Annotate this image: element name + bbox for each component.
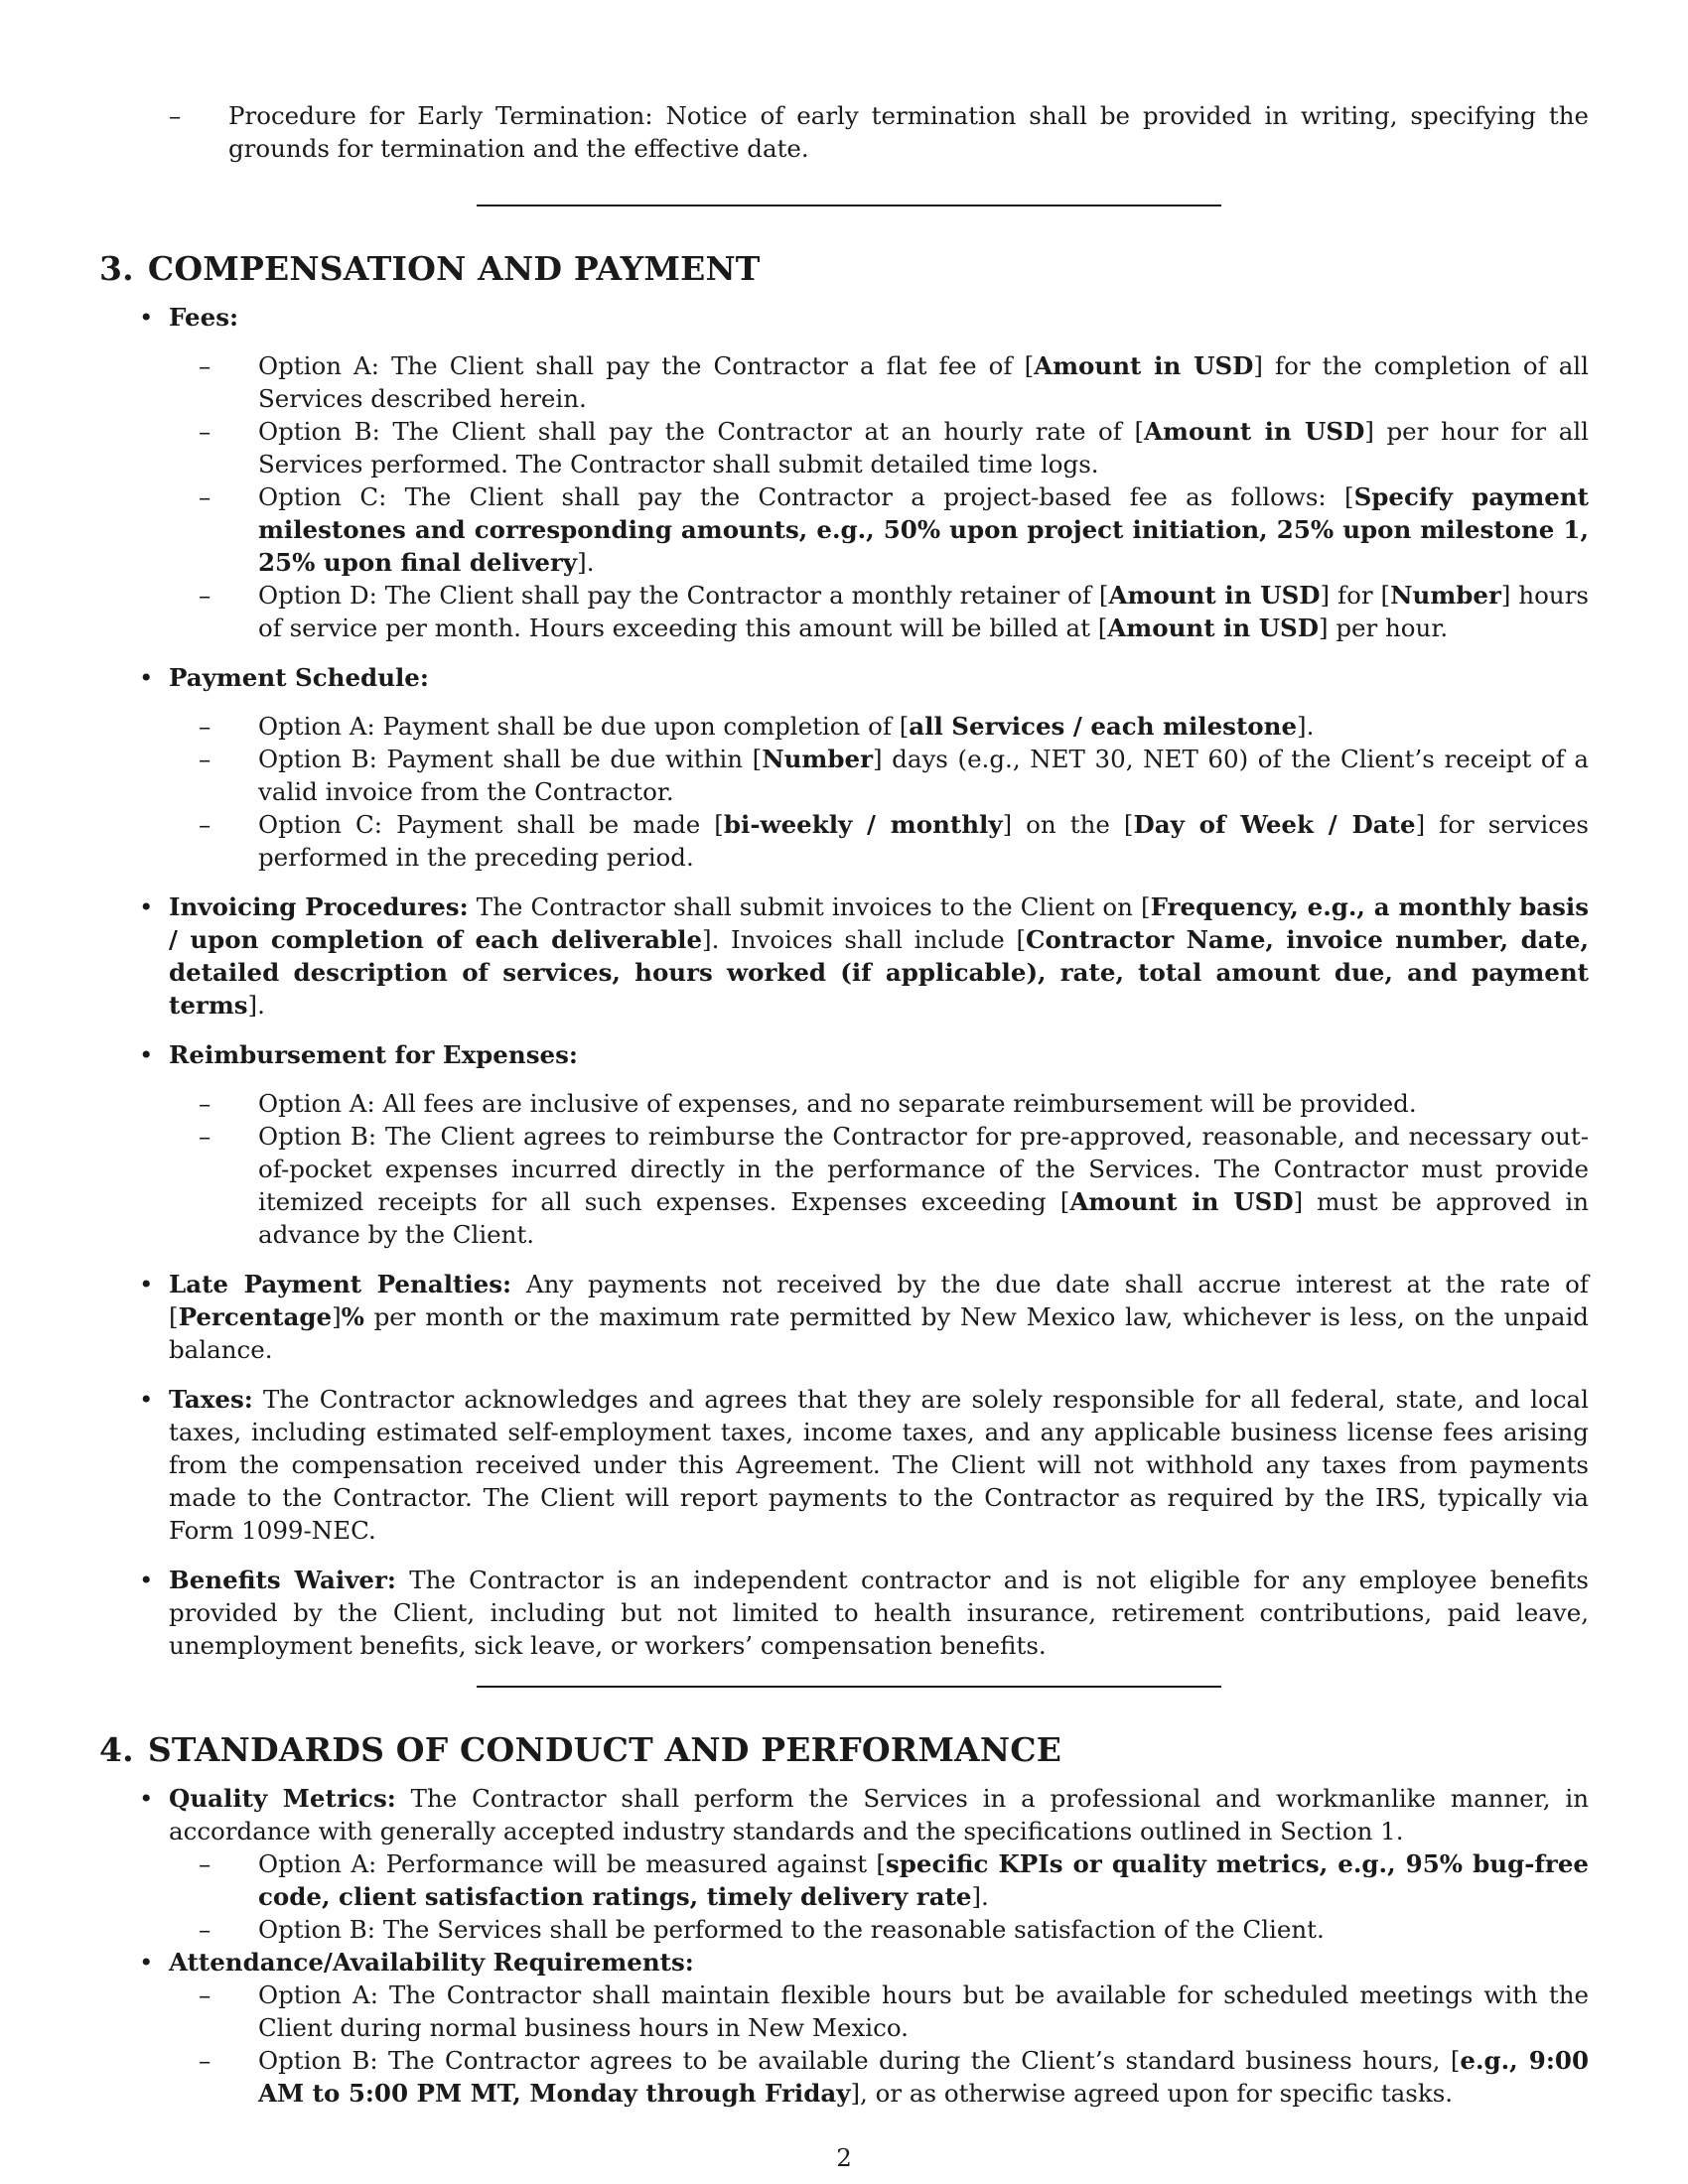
bold-text: Amount in USD bbox=[1144, 417, 1365, 446]
text-run: ]. bbox=[247, 991, 265, 1020]
text-run: ] per hour for all Services performed. The Contractor shall submit detailed time logs. bbox=[258, 417, 1589, 478]
text-run: ] days (e.g., NET 30, NET 60) of the Client’s receipt of a valid invoice from the Contractor. bbox=[258, 745, 1589, 806]
standards-list bbox=[99, 1782, 1589, 2110]
text-run: ] for the completion of all Services described herein. bbox=[258, 351, 1589, 413]
bold-text: Percentage bbox=[178, 1302, 333, 1331]
text-run: Option B: The Contractor agrees to be available during the Client’s standard business hours, [ bbox=[258, 2046, 1461, 2075]
section-number: 4. bbox=[99, 1730, 134, 1769]
attendance-item bbox=[99, 1946, 1589, 2110]
benefits-waiver-label: Benefits Waiver: bbox=[169, 1566, 396, 1594]
schedule-option-a bbox=[99, 710, 1589, 743]
text-run: Option C: Payment shall be made [ bbox=[258, 810, 724, 839]
quality-options bbox=[99, 1847, 1589, 1946]
bold-text: Contractor Name, invoice number, date, detailed description of services, hours worked (if applicable), rate, total amount due, and payment terms bbox=[169, 925, 1590, 1020]
schedule-option-c bbox=[99, 808, 1589, 874]
quality-metrics-label: Quality Metrics: bbox=[169, 1784, 396, 1813]
text-run: Option B: The Client shall pay the Contractor at an hourly rate of [ bbox=[258, 417, 1145, 446]
section-number: 3. bbox=[99, 249, 134, 288]
text-run: The Contractor shall submit invoices to the Client on [ bbox=[468, 892, 1151, 921]
text-run: ] on the [ bbox=[1002, 810, 1134, 839]
invoicing-item bbox=[99, 890, 1589, 1022]
text-run: Option B: The Services shall be performed to the reasonable satisfaction of the Client. bbox=[258, 1915, 1325, 1944]
quality-metrics-item bbox=[99, 1782, 1589, 1946]
fee-option-d bbox=[99, 579, 1589, 644]
quality-option-a bbox=[99, 1847, 1589, 1913]
fee-option-a bbox=[99, 349, 1589, 415]
text-run: ], or as otherwise agreed upon for specific tasks. bbox=[850, 2079, 1454, 2108]
page-number: 2 bbox=[836, 2143, 852, 2172]
bold-text: Day of Week / Date bbox=[1133, 810, 1416, 839]
text-run: Option B: Payment shall be due within [ bbox=[258, 745, 763, 773]
compensation-list bbox=[99, 301, 1589, 1662]
attendance-options bbox=[99, 1979, 1589, 2110]
termination-sublist bbox=[70, 99, 1589, 165]
bold-text: Amount in USD bbox=[1108, 581, 1321, 610]
text-run: ] bbox=[332, 1302, 342, 1331]
early-termination-procedure bbox=[70, 99, 1589, 165]
text-run: Procedure for Early Termination: Notice of early termination shall be provided in writing, specifying the grounds for termination and the effective date. bbox=[228, 101, 1589, 163]
text-run: Option A: The Contractor shall maintain flexible hours but be available for scheduled meetings with the Client during normal business hours in New Mexico. bbox=[258, 1980, 1589, 2042]
reimbursement-option-a bbox=[99, 1087, 1589, 1120]
bold-text: Amount in USD bbox=[1034, 351, 1254, 380]
section-divider bbox=[477, 205, 1221, 206]
bold-text: Specify payment milestones and corresponding amounts, e.g., 50% upon project initiation, 25% upon milestone 1, 25% upon final delivery bbox=[258, 482, 1589, 577]
text-run: Option B: The Client agrees to reimburse the Contractor for pre-approved, reasonable, and necessary out-of-pocket expenses incurred directly in the performance of the Services. The Contractor must provide itemized receipts for all such expenses. Expenses exceeding [ bbox=[258, 1122, 1589, 1216]
reimbursement-option-b bbox=[99, 1120, 1589, 1251]
quality-option-b bbox=[99, 1913, 1589, 1946]
bold-text: bi-weekly / monthly bbox=[723, 810, 1003, 839]
bold-text: Amount in USD bbox=[1069, 1187, 1294, 1216]
section-title: STANDARDS OF CONDUCT AND PERFORMANCE bbox=[147, 1730, 1062, 1769]
text-run: ] per hour. bbox=[1319, 614, 1449, 642]
text-run: The Contractor shall perform the Services in a professional and workmanlike manner, in accordance with generally accepted industry standards and the specifications outlined in Section 1. bbox=[169, 1784, 1589, 1845]
section-3-heading bbox=[99, 249, 1589, 289]
bold-text: % bbox=[341, 1302, 364, 1331]
late-payment-label: Late Payment Penalties: bbox=[169, 1270, 512, 1298]
reimbursement-item bbox=[99, 1038, 1589, 1251]
bold-text: e.g., 9:00 AM to 5:00 PM MT, Monday through Friday bbox=[258, 2046, 1589, 2108]
fees-item bbox=[99, 301, 1589, 644]
attendance-option-b bbox=[99, 2044, 1589, 2110]
text-run: ] for [ bbox=[1320, 581, 1391, 610]
schedule-option-b bbox=[99, 743, 1589, 808]
text-run: ] must be approved in advance by the Client. bbox=[258, 1187, 1589, 1249]
text-run: Option A: Performance will be measured against [ bbox=[258, 1849, 886, 1878]
text-run: Option A: The Client shall pay the Contractor a flat fee of [ bbox=[258, 351, 1035, 380]
late-payment-item bbox=[99, 1268, 1589, 1366]
bold-text: Amount in USD bbox=[1107, 614, 1319, 642]
attendance-label: Attendance/Availability Requirements: bbox=[169, 1948, 694, 1977]
text-run: ]. bbox=[1297, 712, 1315, 741]
section-divider bbox=[477, 1686, 1221, 1688]
section-title: COMPENSATION AND PAYMENT bbox=[147, 249, 761, 288]
taxes-label: Taxes: bbox=[169, 1385, 253, 1414]
fees-label: Fees: bbox=[169, 303, 239, 332]
reimbursement-label: Reimbursement for Expenses: bbox=[169, 1040, 578, 1069]
fees-options bbox=[99, 349, 1589, 644]
reimbursement-options bbox=[99, 1087, 1589, 1251]
bold-text: Frequency, e.g., a monthly basis / upon completion of each deliverable bbox=[169, 892, 1589, 954]
text-run: The Contractor is an independent contractor and is not eligible for any employee benefits provided by the Client, including but not limited to health insurance, retirement contributions, paid leave, unemployment benefits, sick leave, or workers’ compensation benefits. bbox=[169, 1566, 1590, 1660]
text-run: ] hours of service per month. Hours exceeding this amount will be billed at [ bbox=[258, 581, 1589, 642]
fee-option-b bbox=[99, 415, 1589, 480]
taxes-item bbox=[99, 1383, 1589, 1547]
bold-text: specific KPIs or quality metrics, e.g., 95% bug-free code, client satisfaction ratings, timely delivery rate bbox=[258, 1849, 1589, 1911]
page-content bbox=[99, 99, 1589, 2110]
text-run: ] for services performed in the preceding period. bbox=[258, 810, 1590, 872]
text-run: Any payments not received by the due date shall accrue interest at the rate of [ bbox=[169, 1270, 1590, 1331]
text-run: per month or the maximum rate permitted by New Mexico law, whichever is less, on the unpaid balance. bbox=[169, 1302, 1589, 1364]
bold-text: Number bbox=[1390, 581, 1501, 610]
fee-option-c bbox=[99, 480, 1589, 579]
payment-schedule-item bbox=[99, 661, 1589, 874]
text-run: Option D: The Client shall pay the Contractor a monthly retainer of [ bbox=[258, 581, 1109, 610]
text-run: ]. bbox=[971, 1882, 989, 1911]
text-run: Option A: Payment shall be due upon completion of [ bbox=[258, 712, 910, 741]
attendance-option-a bbox=[99, 1979, 1589, 2044]
text-run: Option C: The Client shall pay the Contractor a project-based fee as follows: [ bbox=[258, 482, 1354, 511]
bold-text: all Services / each milestone bbox=[909, 712, 1298, 741]
invoicing-label: Invoicing Procedures: bbox=[169, 892, 469, 921]
schedule-options bbox=[99, 710, 1589, 874]
text-run: Option A: All fees are inclusive of expenses, and no separate reimbursement will be provided. bbox=[258, 1089, 1417, 1118]
text-run: ]. bbox=[577, 548, 595, 577]
section-4-heading bbox=[99, 1730, 1589, 1770]
text-run: The Contractor acknowledges and agrees that they are solely responsible for all federal, state, and local taxes, including estimated self-employment taxes, income taxes, and any applicable business license fees arising from the compensation received under this Agreement. The Client will not withhold any taxes from payments made to the Contractor. The Client will report payments to the Contractor as required by the IRS, typically via Form 1099-NEC. bbox=[169, 1385, 1589, 1545]
bold-text: Number bbox=[762, 745, 873, 773]
payment-schedule-label: Payment Schedule: bbox=[169, 663, 429, 692]
benefits-waiver-item bbox=[99, 1564, 1589, 1662]
text-run: ]. Invoices shall include [ bbox=[702, 925, 1027, 954]
